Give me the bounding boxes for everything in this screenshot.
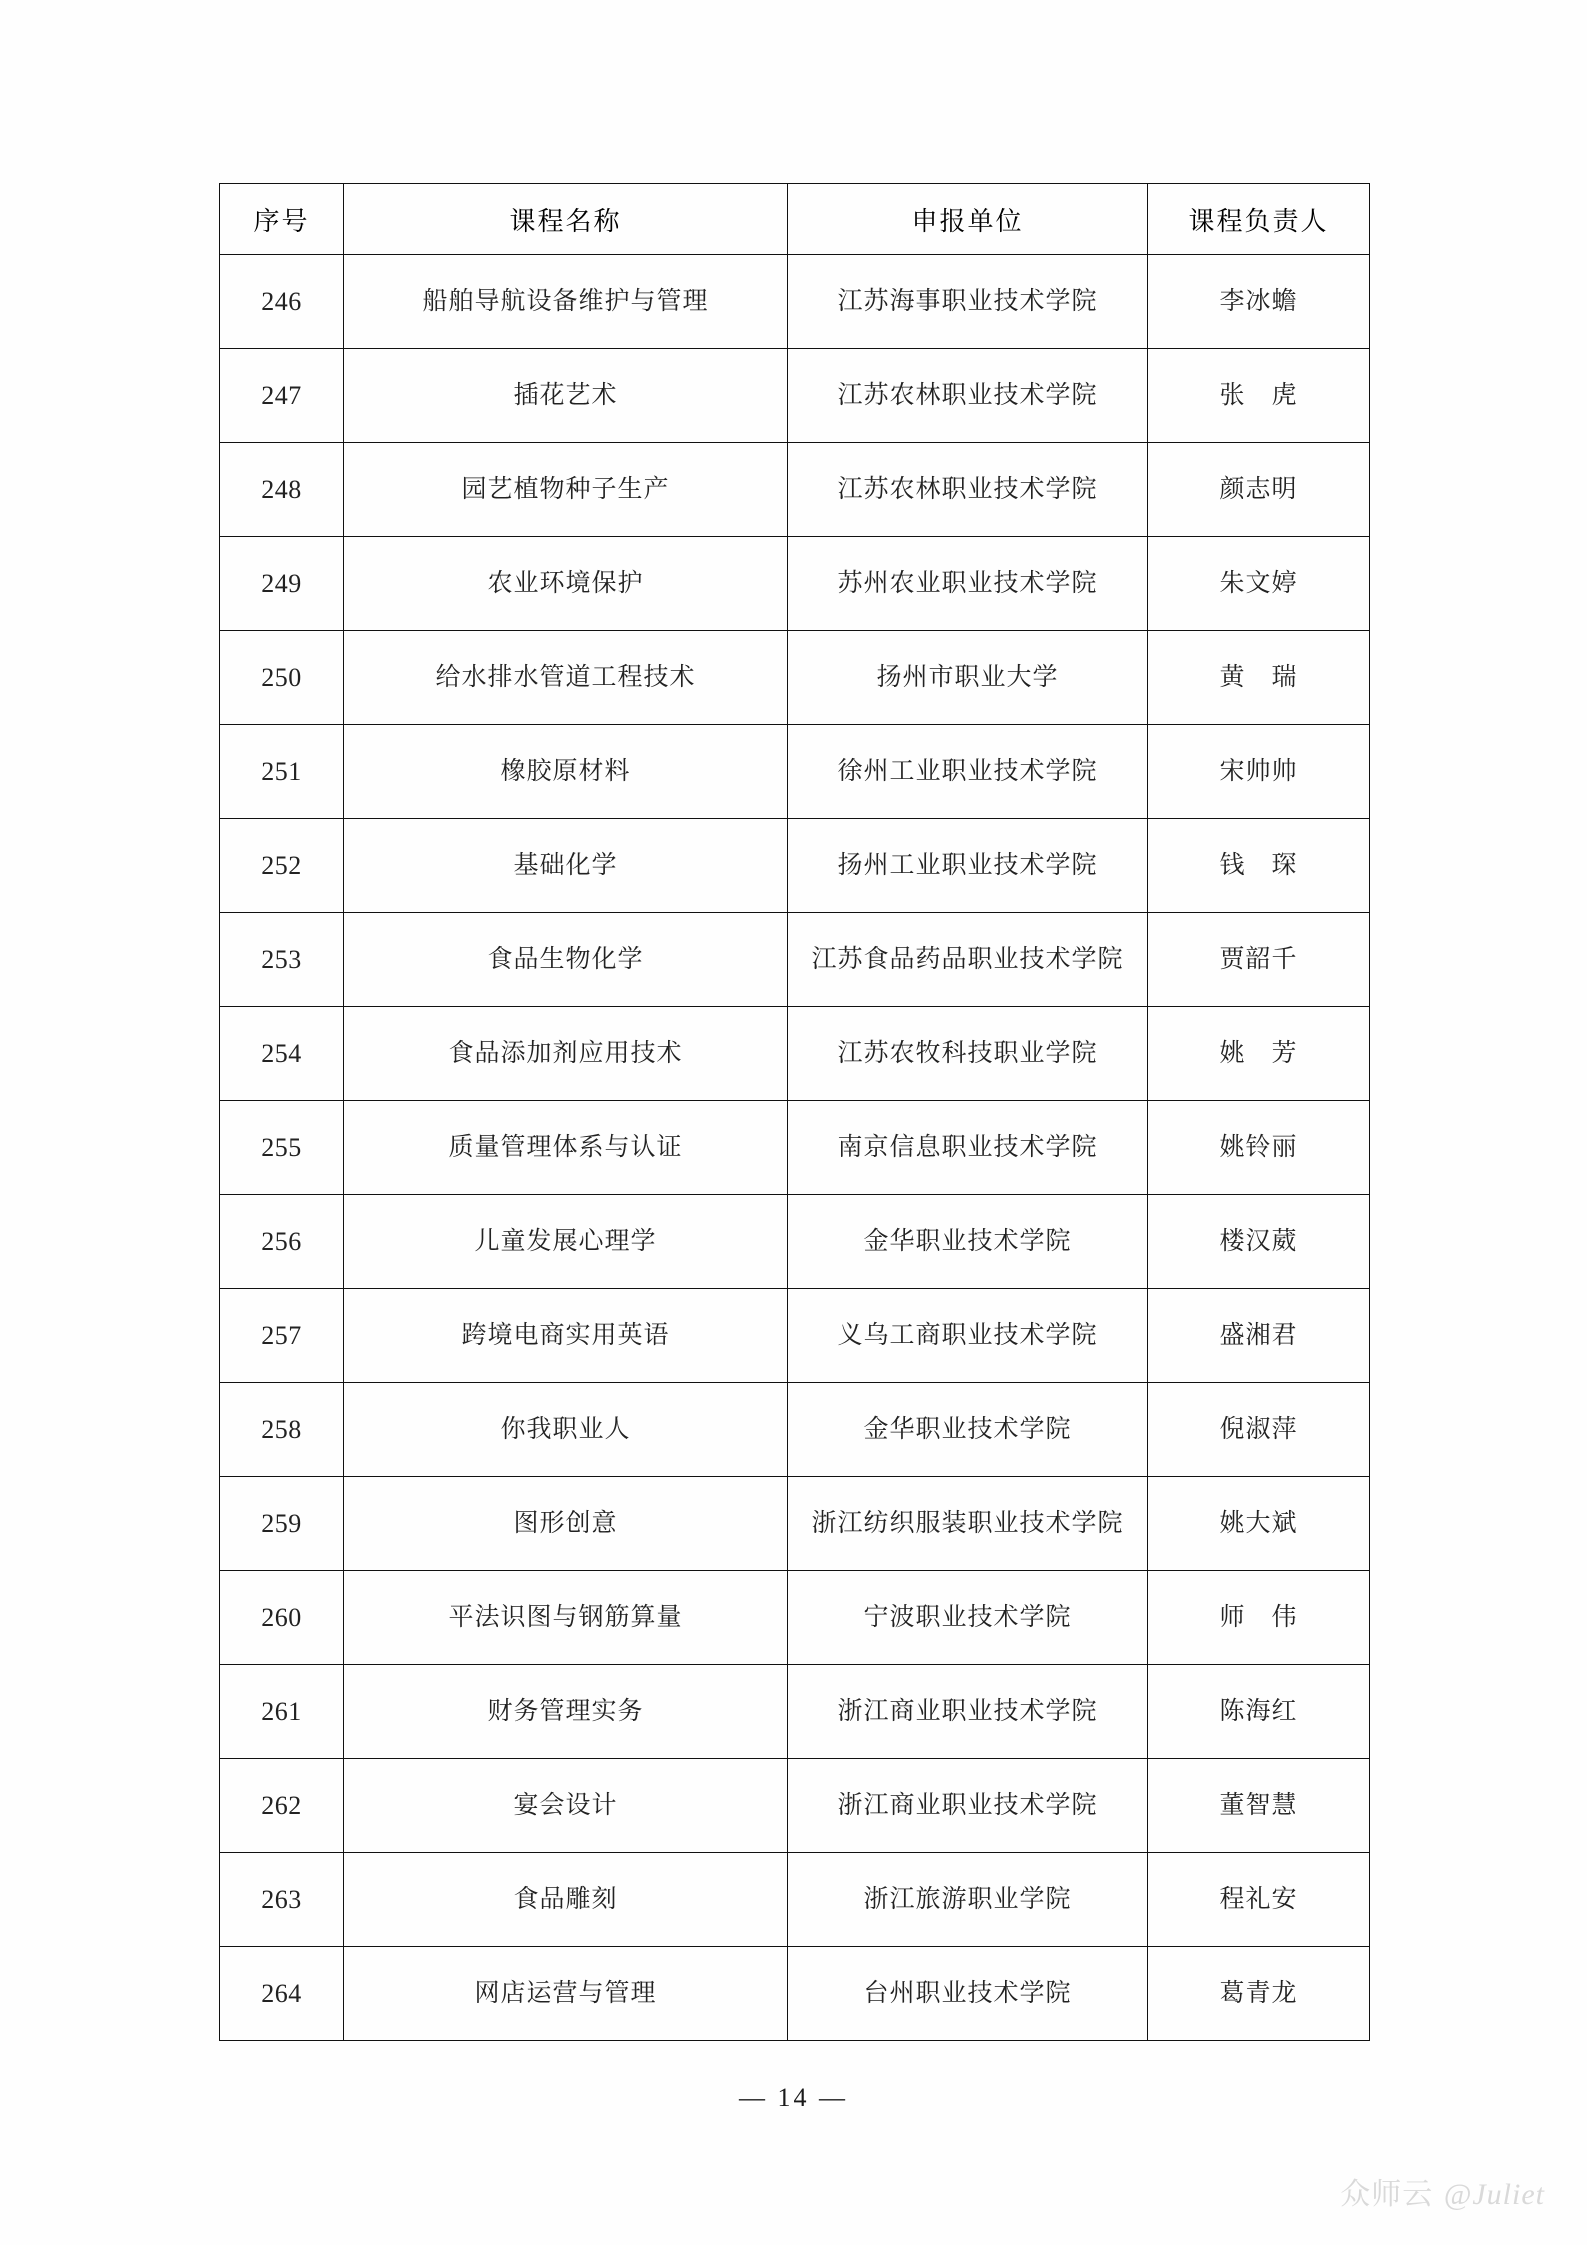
table-row	[220, 913, 1370, 1007]
cell-applicant-unit: 浙江纺织服装职业技术学院	[788, 1477, 1148, 1571]
cell-course-leader: 钱 琛	[1148, 819, 1370, 913]
course-table-container	[219, 183, 1369, 2041]
course-table	[219, 183, 1370, 2041]
cell-index: 249	[220, 537, 344, 631]
column-header-applicant-unit: 申报单位	[788, 184, 1148, 255]
table-row	[220, 1571, 1370, 1665]
column-header-course-leader: 课程负责人	[1148, 184, 1370, 255]
cell-index: 255	[220, 1101, 344, 1195]
cell-course-leader: 姚大斌	[1148, 1477, 1370, 1571]
cell-index: 251	[220, 725, 344, 819]
cell-index: 254	[220, 1007, 344, 1101]
cell-applicant-unit: 江苏农林职业技术学院	[788, 443, 1148, 537]
cell-applicant-unit: 扬州工业职业技术学院	[788, 819, 1148, 913]
cell-course-leader: 张 虎	[1148, 349, 1370, 443]
cell-course-name: 宴会设计	[344, 1759, 788, 1853]
table-header-row	[220, 184, 1370, 255]
cell-index: 253	[220, 913, 344, 1007]
cell-applicant-unit: 义乌工商职业技术学院	[788, 1289, 1148, 1383]
table-header	[220, 184, 1370, 255]
cell-applicant-unit: 南京信息职业技术学院	[788, 1101, 1148, 1195]
cell-index: 264	[220, 1947, 344, 2041]
watermark	[1340, 2169, 1545, 2213]
cell-index: 262	[220, 1759, 344, 1853]
cell-course-name: 你我职业人	[344, 1383, 788, 1477]
cell-course-leader: 程礼安	[1148, 1853, 1370, 1947]
table-row	[220, 1665, 1370, 1759]
cell-index: 248	[220, 443, 344, 537]
table-row	[220, 1289, 1370, 1383]
cell-applicant-unit: 浙江商业职业技术学院	[788, 1665, 1148, 1759]
cell-index: 252	[220, 819, 344, 913]
table-row	[220, 1853, 1370, 1947]
cell-course-leader: 葛青龙	[1148, 1947, 1370, 2041]
cell-applicant-unit: 宁波职业技术学院	[788, 1571, 1148, 1665]
cell-index: 263	[220, 1853, 344, 1947]
cell-index: 247	[220, 349, 344, 443]
cell-index: 256	[220, 1195, 344, 1289]
cell-applicant-unit: 江苏农林职业技术学院	[788, 349, 1148, 443]
cell-course-leader: 盛湘君	[1148, 1289, 1370, 1383]
cell-course-leader: 贾韶千	[1148, 913, 1370, 1007]
cell-course-name: 图形创意	[344, 1477, 788, 1571]
table-row	[220, 1101, 1370, 1195]
column-header-course-name: 课程名称	[344, 184, 788, 255]
cell-applicant-unit: 浙江旅游职业学院	[788, 1853, 1148, 1947]
cell-course-name: 食品雕刻	[344, 1853, 788, 1947]
cell-course-name: 平法识图与钢筋算量	[344, 1571, 788, 1665]
cell-course-leader: 颜志明	[1148, 443, 1370, 537]
cell-course-leader: 黄 瑞	[1148, 631, 1370, 725]
cell-course-leader: 陈海红	[1148, 1665, 1370, 1759]
cell-applicant-unit: 金华职业技术学院	[788, 1195, 1148, 1289]
cell-course-name: 船舶导航设备维护与管理	[344, 255, 788, 349]
table-row	[220, 1195, 1370, 1289]
cell-course-leader: 姚 芳	[1148, 1007, 1370, 1101]
cell-applicant-unit: 浙江商业职业技术学院	[788, 1759, 1148, 1853]
table-row	[220, 819, 1370, 913]
cell-course-name: 橡胶原材料	[344, 725, 788, 819]
cell-course-name: 插花艺术	[344, 349, 788, 443]
cell-course-name: 质量管理体系与认证	[344, 1101, 788, 1195]
cell-course-leader: 董智慧	[1148, 1759, 1370, 1853]
cell-course-leader: 楼汉葳	[1148, 1195, 1370, 1289]
page-number: — 14 —	[739, 2083, 848, 2112]
cell-course-name: 园艺植物种子生产	[344, 443, 788, 537]
table-row	[220, 1477, 1370, 1571]
cell-course-name: 网店运营与管理	[344, 1947, 788, 2041]
cell-index: 257	[220, 1289, 344, 1383]
cell-applicant-unit: 金华职业技术学院	[788, 1383, 1148, 1477]
watermark-handle: @Juliet	[1443, 2178, 1545, 2211]
cell-applicant-unit: 江苏海事职业技术学院	[788, 255, 1148, 349]
cell-index: 250	[220, 631, 344, 725]
cell-applicant-unit: 江苏农牧科技职业学院	[788, 1007, 1148, 1101]
table-body	[220, 255, 1370, 2041]
table-row	[220, 725, 1370, 819]
cell-course-name: 食品添加剂应用技术	[344, 1007, 788, 1101]
cell-course-leader: 师 伟	[1148, 1571, 1370, 1665]
cell-index: 261	[220, 1665, 344, 1759]
cell-applicant-unit: 台州职业技术学院	[788, 1947, 1148, 2041]
cell-applicant-unit: 扬州市职业大学	[788, 631, 1148, 725]
cell-course-name: 跨境电商实用英语	[344, 1289, 788, 1383]
cell-index: 260	[220, 1571, 344, 1665]
table-row	[220, 349, 1370, 443]
cell-course-name: 食品生物化学	[344, 913, 788, 1007]
watermark-brand: 众师云	[1340, 2177, 1434, 2212]
cell-course-name: 财务管理实务	[344, 1665, 788, 1759]
cell-course-name: 儿童发展心理学	[344, 1195, 788, 1289]
table-row	[220, 1383, 1370, 1477]
table-row	[220, 255, 1370, 349]
cell-index: 246	[220, 255, 344, 349]
table-row	[220, 1759, 1370, 1853]
cell-course-leader: 李冰蟾	[1148, 255, 1370, 349]
cell-index: 258	[220, 1383, 344, 1477]
cell-course-name: 农业环境保护	[344, 537, 788, 631]
cell-course-name: 给水排水管道工程技术	[344, 631, 788, 725]
cell-applicant-unit: 徐州工业职业技术学院	[788, 725, 1148, 819]
cell-course-leader: 姚铃丽	[1148, 1101, 1370, 1195]
cell-course-leader: 朱文婷	[1148, 537, 1370, 631]
table-row	[220, 1007, 1370, 1101]
table-row	[220, 537, 1370, 631]
cell-applicant-unit: 江苏食品药品职业技术学院	[788, 913, 1148, 1007]
cell-course-name: 基础化学	[344, 819, 788, 913]
cell-index: 259	[220, 1477, 344, 1571]
cell-course-leader: 倪淑萍	[1148, 1383, 1370, 1477]
cell-applicant-unit: 苏州农业职业技术学院	[788, 537, 1148, 631]
column-header-index: 序号	[220, 184, 344, 255]
cell-course-leader: 宋帅帅	[1148, 725, 1370, 819]
table-row	[220, 1947, 1370, 2041]
table-row	[220, 443, 1370, 537]
table-row	[220, 631, 1370, 725]
